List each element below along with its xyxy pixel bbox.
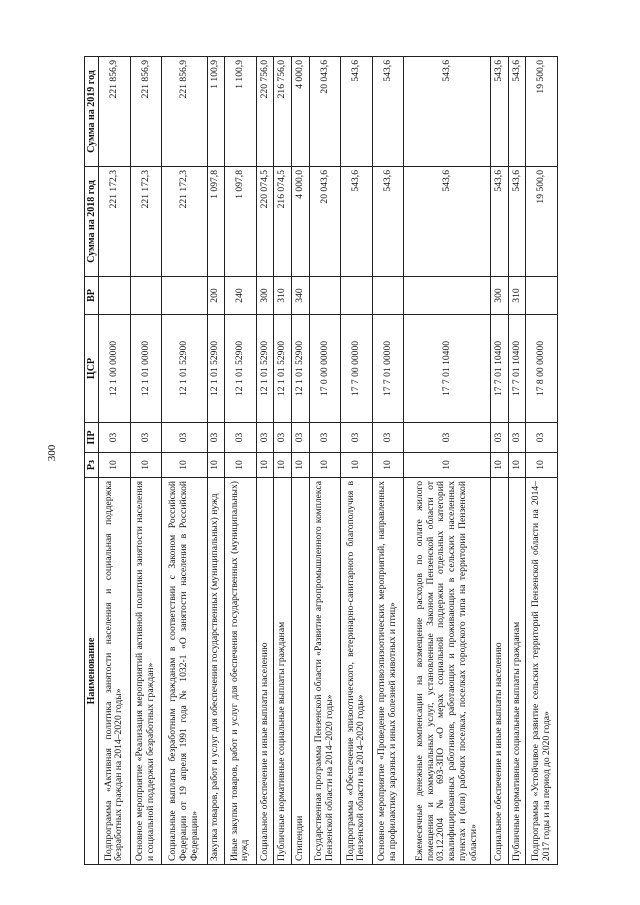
table-cell-sum-2019: 543,6 xyxy=(491,57,509,167)
table-cell-sum-2019: 221 856,9 xyxy=(162,57,207,167)
table-row xyxy=(162,57,207,865)
table-row xyxy=(130,57,162,865)
table-row xyxy=(274,57,292,865)
table-row xyxy=(526,57,558,865)
table-row xyxy=(207,57,225,865)
table-cell-vr: 300 xyxy=(256,277,274,315)
header-name: Наименование xyxy=(85,478,99,865)
table-cell-vr xyxy=(341,277,373,315)
table-cell-vr: 200 xyxy=(207,277,225,315)
table-cell-csr: 17 7 01 10400 xyxy=(508,315,526,423)
table-cell-rz: 10 xyxy=(162,453,207,478)
table-cell-sum-2019: 220 756,0 xyxy=(256,57,274,167)
table-cell-sum-2019: 221 856,9 xyxy=(99,57,131,167)
table-cell-pr: 03 xyxy=(341,423,373,453)
table-cell-csr: 17 7 01 10400 xyxy=(491,315,509,423)
table-cell-sum-2018: 20 043,6 xyxy=(309,167,341,277)
table-cell-name: Стипендии xyxy=(292,478,310,865)
table-cell-pr: 03 xyxy=(309,423,341,453)
table-cell-pr: 03 xyxy=(256,423,274,453)
table-cell-pr: 03 xyxy=(99,423,131,453)
rotated-table-container xyxy=(84,57,558,865)
table-cell-csr: 12 1 01 00000 xyxy=(130,315,162,423)
table-cell-rz: 10 xyxy=(207,453,225,478)
table-cell-sum-2018: 543,6 xyxy=(508,167,526,277)
table-cell-sum-2018: 543,6 xyxy=(341,167,373,277)
table-cell-vr: 310 xyxy=(508,277,526,315)
header-row xyxy=(85,57,99,865)
table-cell-name: Социальное обеспечение и иные выплаты населению xyxy=(256,478,274,865)
table-cell-vr xyxy=(99,277,131,315)
page-number: 300 xyxy=(46,444,58,462)
table-cell-vr: 300 xyxy=(491,277,509,315)
table-cell-sum-2018: 1 097,8 xyxy=(207,167,225,277)
table-cell-sum-2019: 221 856,9 xyxy=(130,57,162,167)
table-cell-sum-2018: 221 172,3 xyxy=(99,167,131,277)
table-cell-csr: 12 1 01 52900 xyxy=(274,315,292,423)
table-cell-rz: 10 xyxy=(130,453,162,478)
table-cell-vr: 240 xyxy=(225,277,257,315)
table-cell-name: Основное мероприятие «Реализация мероприятий активной политики занятости населения и социальной поддержки безработных граждан» xyxy=(130,478,162,865)
table-row xyxy=(508,57,526,865)
table-row xyxy=(99,57,131,865)
table-cell-sum-2019: 1 100,9 xyxy=(225,57,257,167)
rotated-page xyxy=(84,57,558,865)
table-cell-name: Государственная программа Пензенской области «Развитие агропромышленного комплекса Пензенской области на 2014–2020 годы» xyxy=(309,478,341,865)
table-cell-name: Ежемесячные денежные компенсации на возмещение расходов по оплате жилого помещения и коммунальных услуг, установленные Законом Пензенской области от 03.12.2004 № 693-ЗПО «О мерах социальной поддержки отдельных категорий квалифицированных работников, работающих и проживающих в сельских населенных пунктах и (или) рабочих поселках, поселках городского типа на территории Пензенской области» xyxy=(404,478,491,865)
table-cell-vr xyxy=(309,277,341,315)
table-cell-name: Подпрограмма «Устойчивое развитие сельских территорий Пензенской области на 2014–2017 годы и на период до 2020 года» xyxy=(526,478,558,865)
table-row xyxy=(491,57,509,865)
table-cell-vr xyxy=(130,277,162,315)
table-cell-sum-2018: 220 074,5 xyxy=(256,167,274,277)
table-cell-csr: 17 8 00 00000 xyxy=(526,315,558,423)
table-cell-name: Публичные нормативные социальные выплаты гражданам xyxy=(508,478,526,865)
table-cell-name: Иные закупки товаров, работ и услуг для обеспечения государственных (муниципальных) нужд xyxy=(225,478,257,865)
table-cell-csr: 12 1 01 52900 xyxy=(207,315,225,423)
table-cell-name: Подпрограмма «Активная политика занятости населения и социальная поддержка безработных граждан на 2014–2020 годы» xyxy=(99,478,131,865)
table-cell-sum-2018: 543,6 xyxy=(372,167,404,277)
table-cell-rz: 10 xyxy=(256,453,274,478)
table-cell-pr: 03 xyxy=(274,423,292,453)
table-cell-name: Закупка товаров, работ и услуг для обеспечения государственных (муниципальных) нужд xyxy=(207,478,225,865)
table-cell-vr: 340 xyxy=(292,277,310,315)
table-cell-csr: 12 1 01 52900 xyxy=(256,315,274,423)
table-cell-name: Подпрограмма «Обеспечение эпизоотического, ветеринарно-санитарного благополучия в Пензенской области на 2014–2020 годы» xyxy=(341,478,373,865)
table-cell-pr: 03 xyxy=(207,423,225,453)
table-cell-sum-2018: 543,6 xyxy=(404,167,491,277)
table-cell-sum-2018: 221 172,3 xyxy=(162,167,207,277)
table-cell-sum-2019: 543,6 xyxy=(508,57,526,167)
table-cell-vr xyxy=(372,277,404,315)
table-cell-rz: 10 xyxy=(404,453,491,478)
table-cell-sum-2018: 221 172,3 xyxy=(130,167,162,277)
table-cell-sum-2019: 20 043,6 xyxy=(309,57,341,167)
header-sum-2018: Сумма на 2018 год xyxy=(85,167,99,277)
table-cell-pr: 03 xyxy=(162,423,207,453)
table-cell-rz: 10 xyxy=(526,453,558,478)
table-row xyxy=(341,57,373,865)
table-cell-csr: 17 7 01 00000 xyxy=(372,315,404,423)
table-cell-rz: 10 xyxy=(508,453,526,478)
table-row xyxy=(225,57,257,865)
table-cell-pr: 03 xyxy=(372,423,404,453)
table-cell-csr: 12 1 01 52900 xyxy=(292,315,310,423)
table-cell-sum-2019: 216 756,0 xyxy=(274,57,292,167)
table-cell-rz: 10 xyxy=(225,453,257,478)
table-cell-csr: 17 7 00 00000 xyxy=(341,315,373,423)
header-pr: ПР xyxy=(85,423,99,453)
table-cell-rz: 10 xyxy=(372,453,404,478)
table-cell-pr: 03 xyxy=(130,423,162,453)
table-cell-sum-2018: 4 000,0 xyxy=(292,167,310,277)
table-cell-sum-2018: 1 097,8 xyxy=(225,167,257,277)
table-cell-csr: 17 7 01 10400 xyxy=(404,315,491,423)
header-sum-2019: Сумма на 2019 год xyxy=(85,57,99,167)
table-cell-pr: 03 xyxy=(292,423,310,453)
table-cell-rz: 10 xyxy=(309,453,341,478)
table-cell-sum-2019: 1 100,9 xyxy=(207,57,225,167)
table-cell-vr: 310 xyxy=(274,277,292,315)
table-cell-sum-2019: 543,6 xyxy=(404,57,491,167)
table-cell-sum-2019: 19 500,0 xyxy=(526,57,558,167)
table-row xyxy=(256,57,274,865)
table-cell-sum-2019: 543,6 xyxy=(341,57,373,167)
header-csr: ЦСР xyxy=(85,315,99,423)
table-row xyxy=(292,57,310,865)
table-row xyxy=(404,57,491,865)
table-cell-pr: 03 xyxy=(225,423,257,453)
budget-table xyxy=(84,56,558,865)
table-cell-rz: 10 xyxy=(491,453,509,478)
table-cell-pr: 03 xyxy=(508,423,526,453)
table-cell-rz: 10 xyxy=(99,453,131,478)
table-row xyxy=(309,57,341,865)
table-cell-vr xyxy=(404,277,491,315)
table-row xyxy=(372,57,404,865)
table-cell-sum-2019: 543,6 xyxy=(372,57,404,167)
table-cell-name: Социальные выплаты безработным гражданам в соответствии с Законом Российской Федерации от 19 апреля 1991 года № 1032-1 «О занятости населения в Российской Федерации» xyxy=(162,478,207,865)
table-cell-pr: 03 xyxy=(491,423,509,453)
header-rz: Рз xyxy=(85,453,99,478)
table-cell-csr: 17 0 00 00000 xyxy=(309,315,341,423)
header-vr: ВР xyxy=(85,277,99,315)
table-cell-sum-2018: 543,6 xyxy=(491,167,509,277)
table-cell-csr: 12 1 00 00000 xyxy=(99,315,131,423)
table-cell-name: Основное мероприятие «Проведение противоэпизоотических мероприятий, направленных на профилактику заразных и иных болезней животных и птиц» xyxy=(372,478,404,865)
table-cell-csr: 12 1 01 52900 xyxy=(162,315,207,423)
table-cell-vr xyxy=(526,277,558,315)
table-cell-csr: 12 1 01 52900 xyxy=(225,315,257,423)
table-cell-sum-2018: 216 074,5 xyxy=(274,167,292,277)
table-cell-sum-2018: 19 500,0 xyxy=(526,167,558,277)
table-cell-pr: 03 xyxy=(404,423,491,453)
table-cell-name: Публичные нормативные социальные выплаты гражданам xyxy=(274,478,292,865)
table-cell-sum-2019: 4 000,0 xyxy=(292,57,310,167)
table-cell-vr xyxy=(162,277,207,315)
table-cell-rz: 10 xyxy=(274,453,292,478)
table-cell-rz: 10 xyxy=(341,453,373,478)
table-cell-pr: 03 xyxy=(526,423,558,453)
table-cell-name: Социальное обеспечение и иные выплаты населению xyxy=(491,478,509,865)
table-cell-rz: 10 xyxy=(292,453,310,478)
